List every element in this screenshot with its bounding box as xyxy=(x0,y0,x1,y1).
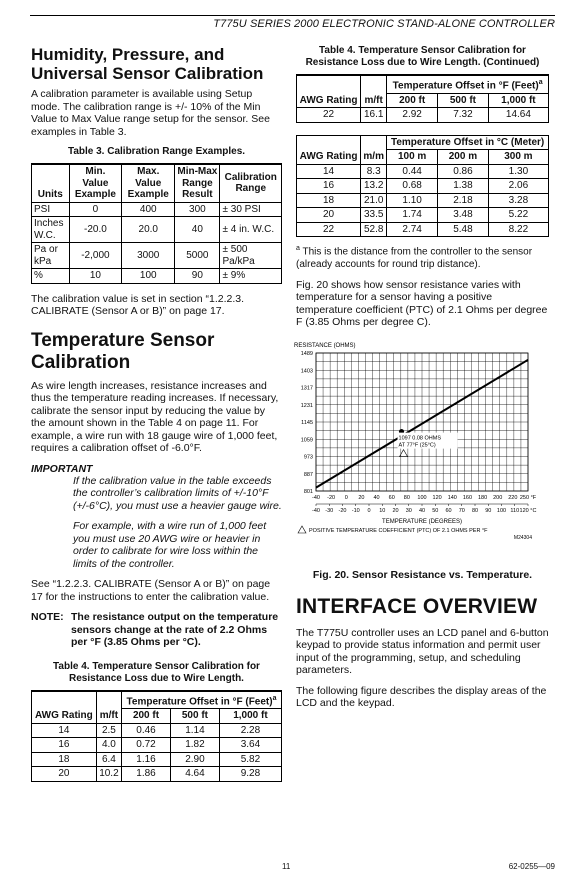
y-tick-label: 1317 xyxy=(300,385,313,392)
table-cell: 1.82 xyxy=(170,738,219,753)
x-tick-label-c: -30 xyxy=(325,507,334,514)
table-cell: 0.86 xyxy=(438,164,489,179)
x-tick-label-f: -40 xyxy=(312,494,320,501)
resistance-chart xyxy=(292,337,552,567)
running-head: T775U SERIES 2000 ELECTRONIC STAND-ALONE CONTROLLER xyxy=(213,18,555,30)
table-cell: % xyxy=(32,269,70,284)
table-cell: 22 xyxy=(297,222,361,237)
table-cell: 100 xyxy=(122,269,175,284)
table3-header: Max. Value Example xyxy=(122,164,175,202)
table-cell: 8.22 xyxy=(488,222,548,237)
chart-svg xyxy=(292,337,552,567)
table-cell: 16.1 xyxy=(361,108,387,123)
x-tick-label-c: -10 xyxy=(351,507,360,514)
table-cell: 0.44 xyxy=(387,164,438,179)
x-tick-label-f: 60 xyxy=(388,494,395,501)
table-cell: 13.2 xyxy=(361,179,387,194)
table3 xyxy=(31,163,282,284)
unit-m-header: m/m xyxy=(361,135,387,164)
temp-cal-heading: Temperature Sensor Calibration xyxy=(31,329,215,373)
table3-header: Units xyxy=(32,164,70,202)
table3-row xyxy=(32,269,282,284)
x-tick-label-c: 40 xyxy=(418,507,426,514)
ft-col: 200 ft xyxy=(122,709,171,724)
table-cell: 1.86 xyxy=(122,767,171,782)
table-cell: 3.28 xyxy=(488,193,548,208)
see-instructions: See “1.2.2.3. CALIBRATE (Sensor A or B)” on page 17 for the instructions to enter the calibration value. xyxy=(31,578,271,603)
table4-row xyxy=(297,222,549,237)
table4-row xyxy=(297,164,549,179)
table-cell: 2.90 xyxy=(170,752,219,767)
temp-cal-body: As wire length increases, resistance increases and thus the temperature reading increases. If necessary, calibrate the sensor input by reducing the value by the amount shown in the Table 4 on page 11. For example, a wire run with 18 gauge wire of 1,000 feet, requires a calibration offset of -6.0°F. xyxy=(31,379,279,454)
x-tick-label-c: 20 xyxy=(392,507,399,514)
table-cell: 10 xyxy=(69,269,122,284)
table-cell: 18 xyxy=(297,193,361,208)
table-cell: -2,000 xyxy=(69,243,122,269)
x-tick-label-f: 20 xyxy=(358,494,365,501)
awg-header: AWG Rating xyxy=(32,691,97,724)
x-tick-label-c: 110 xyxy=(510,507,520,514)
header-rule xyxy=(30,15,555,16)
table-cell: 1.38 xyxy=(438,179,489,194)
table-cell: 0.46 xyxy=(122,723,171,738)
x-tick-label-f: 220 xyxy=(508,494,518,501)
table-cell: 3.48 xyxy=(438,208,489,223)
table-cell: 6.4 xyxy=(96,752,121,767)
table3-row xyxy=(32,202,282,217)
table4-part1 xyxy=(31,690,282,782)
table4-footnote: $^a$ This is the distance from the controller to the sensor (already accounts for round trip distance). xyxy=(296,245,533,270)
table-cell: 16 xyxy=(297,179,361,194)
x-tick-label-c: 10 xyxy=(379,507,386,514)
table-cell: 4.0 xyxy=(96,738,121,753)
table-cell: 14 xyxy=(297,164,361,179)
x-tick-label-c: 100 xyxy=(496,507,507,514)
table4-part2 xyxy=(296,74,549,237)
table-cell: ± 30 PSI xyxy=(220,202,282,217)
note-text: The resistance output on the temperature sensors change at the rate of 2.2 Ohms per °F (3.85 Ohms per °C). xyxy=(71,611,279,648)
table-cell: 5.82 xyxy=(219,752,281,767)
annotation-text: 1097 0.08 OHMS xyxy=(398,435,442,442)
table-cell: 2.06 xyxy=(488,179,548,194)
warning-icon xyxy=(298,526,306,533)
x-tick-label-c: -40 xyxy=(312,507,320,514)
x-tick-label-f: 140 xyxy=(447,494,457,501)
table3-header: Min-Max Range Result xyxy=(175,164,220,202)
x-tick-label-f: 180 xyxy=(477,494,488,501)
table-cell: 2.28 xyxy=(219,723,281,738)
y-tick-label: 887 xyxy=(303,471,313,478)
table-cell: 5.22 xyxy=(488,208,548,223)
table-cell: 2.92 xyxy=(387,108,438,123)
figure-code: M24304 xyxy=(513,534,532,541)
table-cell: 90 xyxy=(175,269,220,284)
important-label: IMPORTANT xyxy=(31,462,93,475)
m-col: 100 m xyxy=(387,150,438,165)
table-cell: 16 xyxy=(32,738,97,753)
x-axis-label: TEMPERATURE (DEGREES) xyxy=(382,518,462,525)
right-column xyxy=(296,45,549,718)
offset-f-header: Temperature Offset in °F (Feet)$^a$ xyxy=(387,75,549,93)
table-cell: 20 xyxy=(32,767,97,782)
y-tick-label: 1489 xyxy=(300,350,313,357)
table-cell: 3.64 xyxy=(219,738,281,753)
fig-intro: Fig. 20 shows how sensor resistance varies with temperature for a sensor having a positive temperature coefficient (PTC) of 2.1 Ohms per degree F (3.85 Ohms per degree C). xyxy=(296,278,548,329)
x-tick-label-c: -20 xyxy=(338,507,347,514)
table-cell: ± 9% xyxy=(220,269,282,284)
table3-header: Calibration Range xyxy=(220,164,282,202)
x-tick-label-f: -20 xyxy=(327,494,336,501)
table-cell: 3000 xyxy=(122,243,175,269)
table4-caption: Table 4. Temperature Sensor Calibration for Resistance Loss due to Wire Length. xyxy=(53,660,260,684)
important-text-2: For example, with a wire run of 1,000 feet you must use 20 AWG wire or heavier in order to calibrate for wire loss within the limits of the controller. xyxy=(73,520,267,570)
table-cell: 300 xyxy=(175,202,220,217)
table-cell: 8.3 xyxy=(361,164,387,179)
table-cell: 0.72 xyxy=(122,738,171,753)
table-cell: 1.14 xyxy=(170,723,219,738)
m-col: 200 m xyxy=(438,150,489,165)
table-cell: 20 xyxy=(297,208,361,223)
annotation-text: AT 77°F (25°C) xyxy=(398,442,436,449)
ft-col: 1,000 ft xyxy=(488,93,548,108)
table-cell: 1.16 xyxy=(122,752,171,767)
table-cell: 1.74 xyxy=(387,208,438,223)
x-tick-label-f: 100 xyxy=(417,494,427,501)
m-col: 300 m xyxy=(488,150,548,165)
important-text-1: If the calibration value in the table exceeds the controller’s calibration limits of +/-10°F (+/-6°C), you must use a heavier gauge wire. xyxy=(73,474,282,512)
unit-ft-header: m/ft xyxy=(96,691,121,724)
chart-footnote: POSITIVE TEMPERATURE COEFFICIENT (PTC) OF 2.1 OHMS PER °F xyxy=(309,527,488,534)
table-cell: PSI xyxy=(32,202,70,217)
note-block xyxy=(31,611,282,649)
x-tick-label-f: 80 xyxy=(403,494,410,501)
x-tick-label-c: 120 °C xyxy=(519,507,537,514)
x-tick-label-f: 120 xyxy=(432,494,442,501)
offset-c-header: Temperature Offset in °C (Meter) xyxy=(387,135,549,150)
x-tick-label-f: 250 °F xyxy=(519,494,537,501)
table-cell: 5000 xyxy=(175,243,220,269)
y-tick-label: 973 xyxy=(303,454,313,461)
humidity-heading: Humidity, Pressure, and Universal Sensor Calibration xyxy=(31,45,264,83)
page-number: 11 xyxy=(282,862,291,871)
offset-f-header: Temperature Offset in °F (Feet)$^a$ xyxy=(122,691,282,709)
ft-col: 500 ft xyxy=(438,93,489,108)
table3-header: Min. Value Example xyxy=(69,164,122,202)
x-tick-label-c: 0 xyxy=(367,507,371,514)
humidity-body: A calibration parameter is available using Setup mode. The calibration range is +/- 10% of the Min Value to Max Value range setup for the sensor. See examples in Table 3. xyxy=(31,88,270,138)
table-cell: 22 xyxy=(297,108,361,123)
calibration-note: The calibration value is set in section “1.2.2.3. CALIBRATE (Sensor A or B)” on page 17. xyxy=(31,292,245,317)
x-tick-label-f: 160 xyxy=(462,494,473,501)
unit-ft-header: m/ft xyxy=(361,75,387,108)
table4-row xyxy=(297,208,549,223)
table-cell: 0.68 xyxy=(387,179,438,194)
x-tick-label-c: 30 xyxy=(405,507,412,514)
table-cell: 20.0 xyxy=(122,217,175,243)
fig-caption: Fig. 20. Sensor Resistance vs. Temperature. xyxy=(312,568,533,581)
table-cell: 1.10 xyxy=(387,193,438,208)
x-tick-label-c: 80 xyxy=(471,507,479,514)
table3-row xyxy=(32,243,282,269)
interface-p2: The following figure describes the display areas of the LCD and the keypad. xyxy=(296,684,547,710)
x-tick-label-f: 40 xyxy=(373,494,380,501)
table-cell: 2.18 xyxy=(438,193,489,208)
y-axis-label: RESISTANCE (OHMS) xyxy=(294,342,356,349)
table-cell: 2.5 xyxy=(96,723,121,738)
x-tick-label-c: 50 xyxy=(432,507,439,514)
y-tick-label: 1145 xyxy=(301,419,313,426)
table-cell: 40 xyxy=(175,217,220,243)
table4-row xyxy=(32,738,282,753)
table-cell: 52.8 xyxy=(361,222,387,237)
awg-header: AWG Rating xyxy=(297,75,361,108)
y-tick-label: 1231 xyxy=(300,402,313,409)
table-cell: 21.0 xyxy=(361,193,387,208)
table-cell: 2.74 xyxy=(387,222,438,237)
table-cell: 10.2 xyxy=(96,767,121,782)
awg-header: AWG Rating xyxy=(297,135,361,164)
table-cell: 14 xyxy=(32,723,97,738)
table-cell: 4.64 xyxy=(170,767,219,782)
x-tick-label-c: 70 xyxy=(458,507,465,514)
table-cell: 7.32 xyxy=(438,108,489,123)
table-cell: 5.48 xyxy=(438,222,489,237)
table-cell: 9.28 xyxy=(219,767,281,782)
table-cell: ± 500 Pa/kPa xyxy=(220,243,282,269)
table4-row xyxy=(297,108,549,123)
x-tick-label-c: 60 xyxy=(445,507,452,514)
table-cell: 33.5 xyxy=(361,208,387,223)
table-cell: 400 xyxy=(122,202,175,217)
x-tick-label-f: 0 xyxy=(344,494,348,501)
table-cell: Inches W.C. xyxy=(32,217,70,243)
interface-p1: The T775U controller uses an LCD panel and 6-button keypad to provide status information and permit user input of the programming, setup, and scheduling parameters. xyxy=(296,626,549,677)
table-cell: ± 4 in. W.C. xyxy=(220,217,282,243)
y-tick-label: 801 xyxy=(303,488,313,495)
table4-row xyxy=(32,752,282,767)
table4-caption-cont: Table 4. Temperature Sensor Calibration for Resistance Loss due to Wire Length. (Continued) xyxy=(305,45,540,68)
ft-col: 500 ft xyxy=(170,709,219,724)
left-column xyxy=(31,45,282,782)
table-cell: 1.30 xyxy=(488,164,548,179)
table3-caption: Table 3. Calibration Range Examples. xyxy=(67,146,246,157)
table-cell: -20.0 xyxy=(69,217,122,243)
table4-row xyxy=(32,723,282,738)
table4-row xyxy=(297,179,549,194)
table4-row xyxy=(297,193,549,208)
ft-col: 200 ft xyxy=(387,93,438,108)
doc-code: 62-0255—09 xyxy=(508,862,555,871)
table-spacer xyxy=(297,122,549,135)
table-cell: 18 xyxy=(32,752,97,767)
table4-row xyxy=(32,767,282,782)
interface-heading: INTERFACE OVERVIEW xyxy=(296,594,538,618)
note-label: NOTE: xyxy=(31,611,64,623)
y-tick-label: 1059 xyxy=(300,436,313,443)
x-tick-label-f: 200 xyxy=(493,494,503,501)
table-cell: Pa or kPa xyxy=(32,243,70,269)
table-cell: 14.64 xyxy=(488,108,548,123)
table3-row xyxy=(32,217,282,243)
ft-col: 1,000 ft xyxy=(219,709,281,724)
x-tick-label-c: 90 xyxy=(485,507,492,514)
table-cell: 0 xyxy=(69,202,122,217)
y-tick-label: 1403 xyxy=(300,367,313,374)
